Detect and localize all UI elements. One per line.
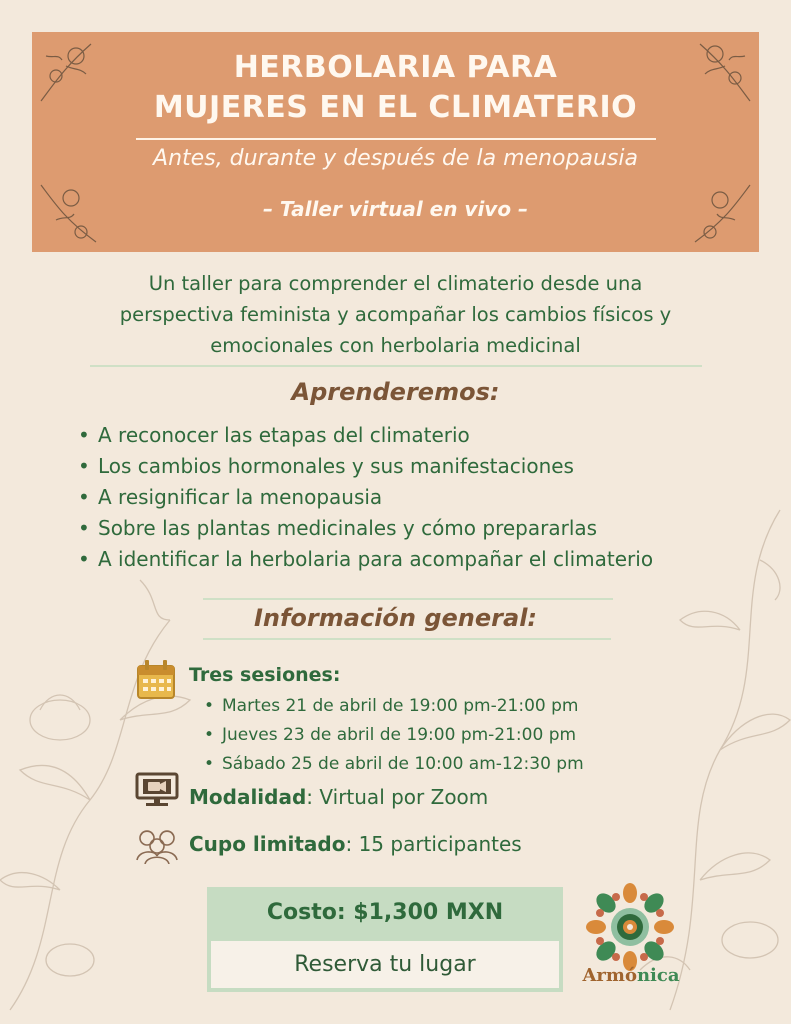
session-item: • Sábado 25 de abril de 10:00 am-12:30 pm xyxy=(202,750,584,779)
modality-line xyxy=(189,785,488,809)
title-line-1: HERBOLARIA PARA xyxy=(233,50,558,85)
subtitle: Antes, durante y después de la menopausia xyxy=(153,146,638,171)
list-item: • A resignificar la menopausia xyxy=(78,482,653,513)
list-item: • Sobre las plantas medicinales y cómo prepararlas xyxy=(78,513,653,544)
intro-line-1: Un taller para comprender el climaterio desde una xyxy=(148,272,643,295)
divider-info-top xyxy=(203,598,613,600)
capacity-label: Cupo limitado xyxy=(189,832,346,856)
cost-label: Costo: $1,300 MXN xyxy=(266,900,504,925)
sessions-list xyxy=(202,692,584,779)
brand-name-part-1: Armó xyxy=(582,965,637,986)
group-icon xyxy=(135,826,179,864)
calendar-icon xyxy=(136,658,176,700)
header-banner xyxy=(32,32,759,252)
divider-info-bottom xyxy=(203,638,611,640)
sessions-label: Tres sesiones: xyxy=(189,664,341,686)
cost-box xyxy=(207,887,563,992)
learn-heading: Aprenderemos: xyxy=(291,378,500,406)
list-item: • Los cambios hormonales y sus manifestaciones xyxy=(78,451,653,482)
flower-corner-top-right xyxy=(685,36,755,106)
modality-label: Modalidad xyxy=(189,785,307,809)
brand-name-part-2: nica xyxy=(636,965,680,986)
header-divider xyxy=(136,138,656,140)
list-item: • A reconocer las etapas del climaterio xyxy=(78,420,653,451)
video-call-icon xyxy=(135,772,179,808)
title-line-2: MUJERES EN EL CLIMATERIO xyxy=(153,90,638,125)
intro-line-3: emocionales con herbolaria medicinal xyxy=(210,334,581,357)
reserve-button[interactable]: Reserva tu lugar xyxy=(211,941,559,988)
workshop-tag: – Taller virtual en vivo – xyxy=(262,197,529,221)
session-item: • Jueves 23 de abril de 19:00 pm-21:00 pm xyxy=(202,721,584,750)
list-item: • A identificar la herbolaria para acompañar el climaterio xyxy=(78,544,653,575)
flower-corner-top-left xyxy=(36,36,106,106)
flower-corner-bottom-left xyxy=(36,180,106,250)
intro-paragraph xyxy=(40,268,751,361)
brand-name xyxy=(575,965,687,986)
flower-corner-bottom-right xyxy=(685,180,755,250)
modality-value: : Virtual por Zoom xyxy=(306,785,489,809)
learn-list xyxy=(78,420,653,575)
capacity-value: : 15 participantes xyxy=(345,832,522,856)
session-item: • Martes 21 de abril de 19:00 pm-21:00 pm xyxy=(202,692,584,721)
info-heading: Información general: xyxy=(253,604,538,632)
capacity-line xyxy=(189,832,522,856)
divider-intro xyxy=(90,365,702,367)
intro-line-2: perspectiva feminista y acompañar los cambios físicos y xyxy=(119,303,672,326)
